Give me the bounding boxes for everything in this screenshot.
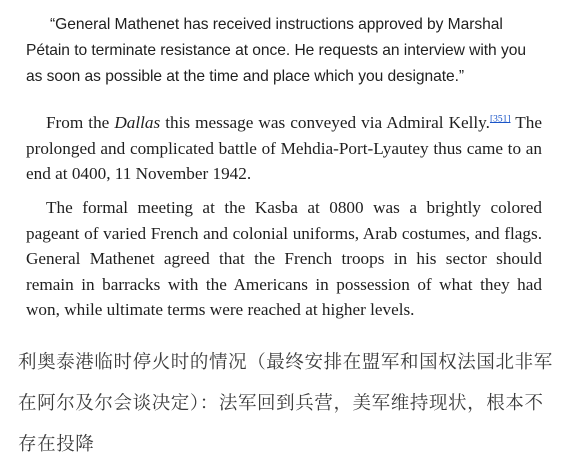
chinese-annotation bbox=[18, 342, 558, 465]
footnote-link-351[interactable]: [351] bbox=[489, 114, 511, 125]
quoted-message bbox=[26, 12, 546, 90]
quoted-message-text: “General Mathenet has received instructions approved by Marshal Pétain to terminate resistance at once. He requests an interview with you as soon as possible at the time and place which you designate.” bbox=[26, 16, 526, 85]
paragraph-text-end: The prolonged and complicated battle of Mehdia-Port-Lyautey thus came to an end at 0400, 11 November 1942. bbox=[26, 113, 542, 184]
paragraph-formal-meeting-text: The formal meeting at the Kasba at 0800 was a brightly colored pageant of varied French and colonial uniforms, Arab costumes, and flags. General Mathenet agreed that the French troops in his sector should remain in barracks with the Americans in possession of what they had won, while ultimate terms were reached at higher levels. bbox=[26, 198, 542, 320]
chinese-annotation-text: 利奥泰港临时停火时的情况（最终安排在盟军和国权法国北非军在阿尔及尔会谈决定）：法军回到兵营，美军维持现状，根本不存在投降 bbox=[18, 352, 553, 455]
paragraph-text-middle: this message was conveyed via Admiral Kelly. bbox=[160, 113, 490, 132]
paragraph-formal-meeting bbox=[26, 195, 542, 323]
ship-name-dallas: Dallas bbox=[114, 113, 161, 132]
paragraph-text-start: From the bbox=[46, 113, 115, 132]
paragraph-dallas-message bbox=[26, 110, 542, 187]
